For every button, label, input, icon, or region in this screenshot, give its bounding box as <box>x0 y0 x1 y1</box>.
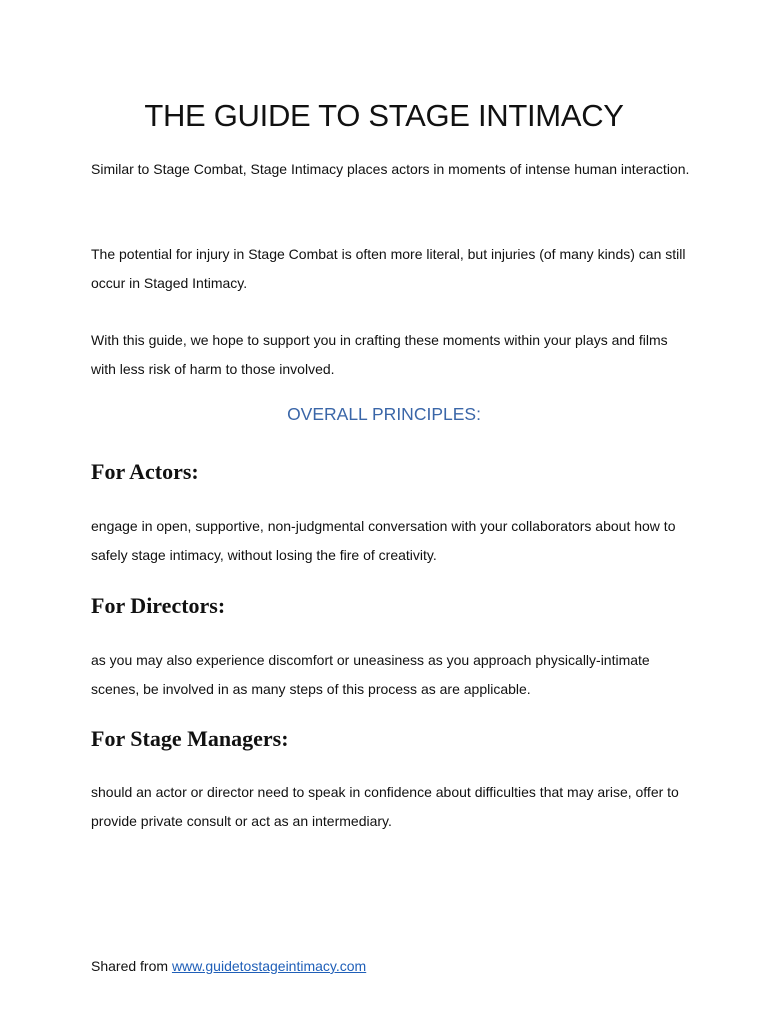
paragraph-actors: engage in open, supportive, non-judgmental conversation with your collaborators about how to safely stage intimacy, without losing the fire of creativity. <box>91 518 676 563</box>
intro-paragraph-3: With this guide, we hope to support you in crafting these moments within your plays and films with less risk of harm to those involved. <box>91 332 668 377</box>
paragraph-stage-managers: should an actor or director need to speak in confidence about difficulties that may arise, offer to provide private consult or act as an intermediary. <box>91 784 679 829</box>
heading-stage-managers: For Stage Managers: <box>91 726 289 751</box>
intro-paragraph-2: The potential for injury in Stage Combat is often more literal, but injuries (of many kinds) can still occur in Staged Intimacy. <box>91 246 686 291</box>
heading-directors: For Directors: <box>91 593 226 618</box>
heading-actors: For Actors: <box>91 459 199 484</box>
footer-shared-from <box>91 958 366 974</box>
page-title: THE GUIDE TO STAGE INTIMACY <box>144 98 624 133</box>
intro-paragraph-1: Similar to Stage Combat, Stage Intimacy places actors in moments of intense human interaction. <box>91 161 690 177</box>
section-heading-principles: OVERALL PRINCIPLES: <box>287 404 481 424</box>
paragraph-directors: as you may also experience discomfort or uneasiness as you approach physically-intimate scenes, be involved in as many steps of this process as are applicable. <box>91 652 650 697</box>
website-link[interactable]: www.guidetostageintimacy.com <box>171 958 367 974</box>
footer-prefix: Shared from <box>91 958 172 974</box>
